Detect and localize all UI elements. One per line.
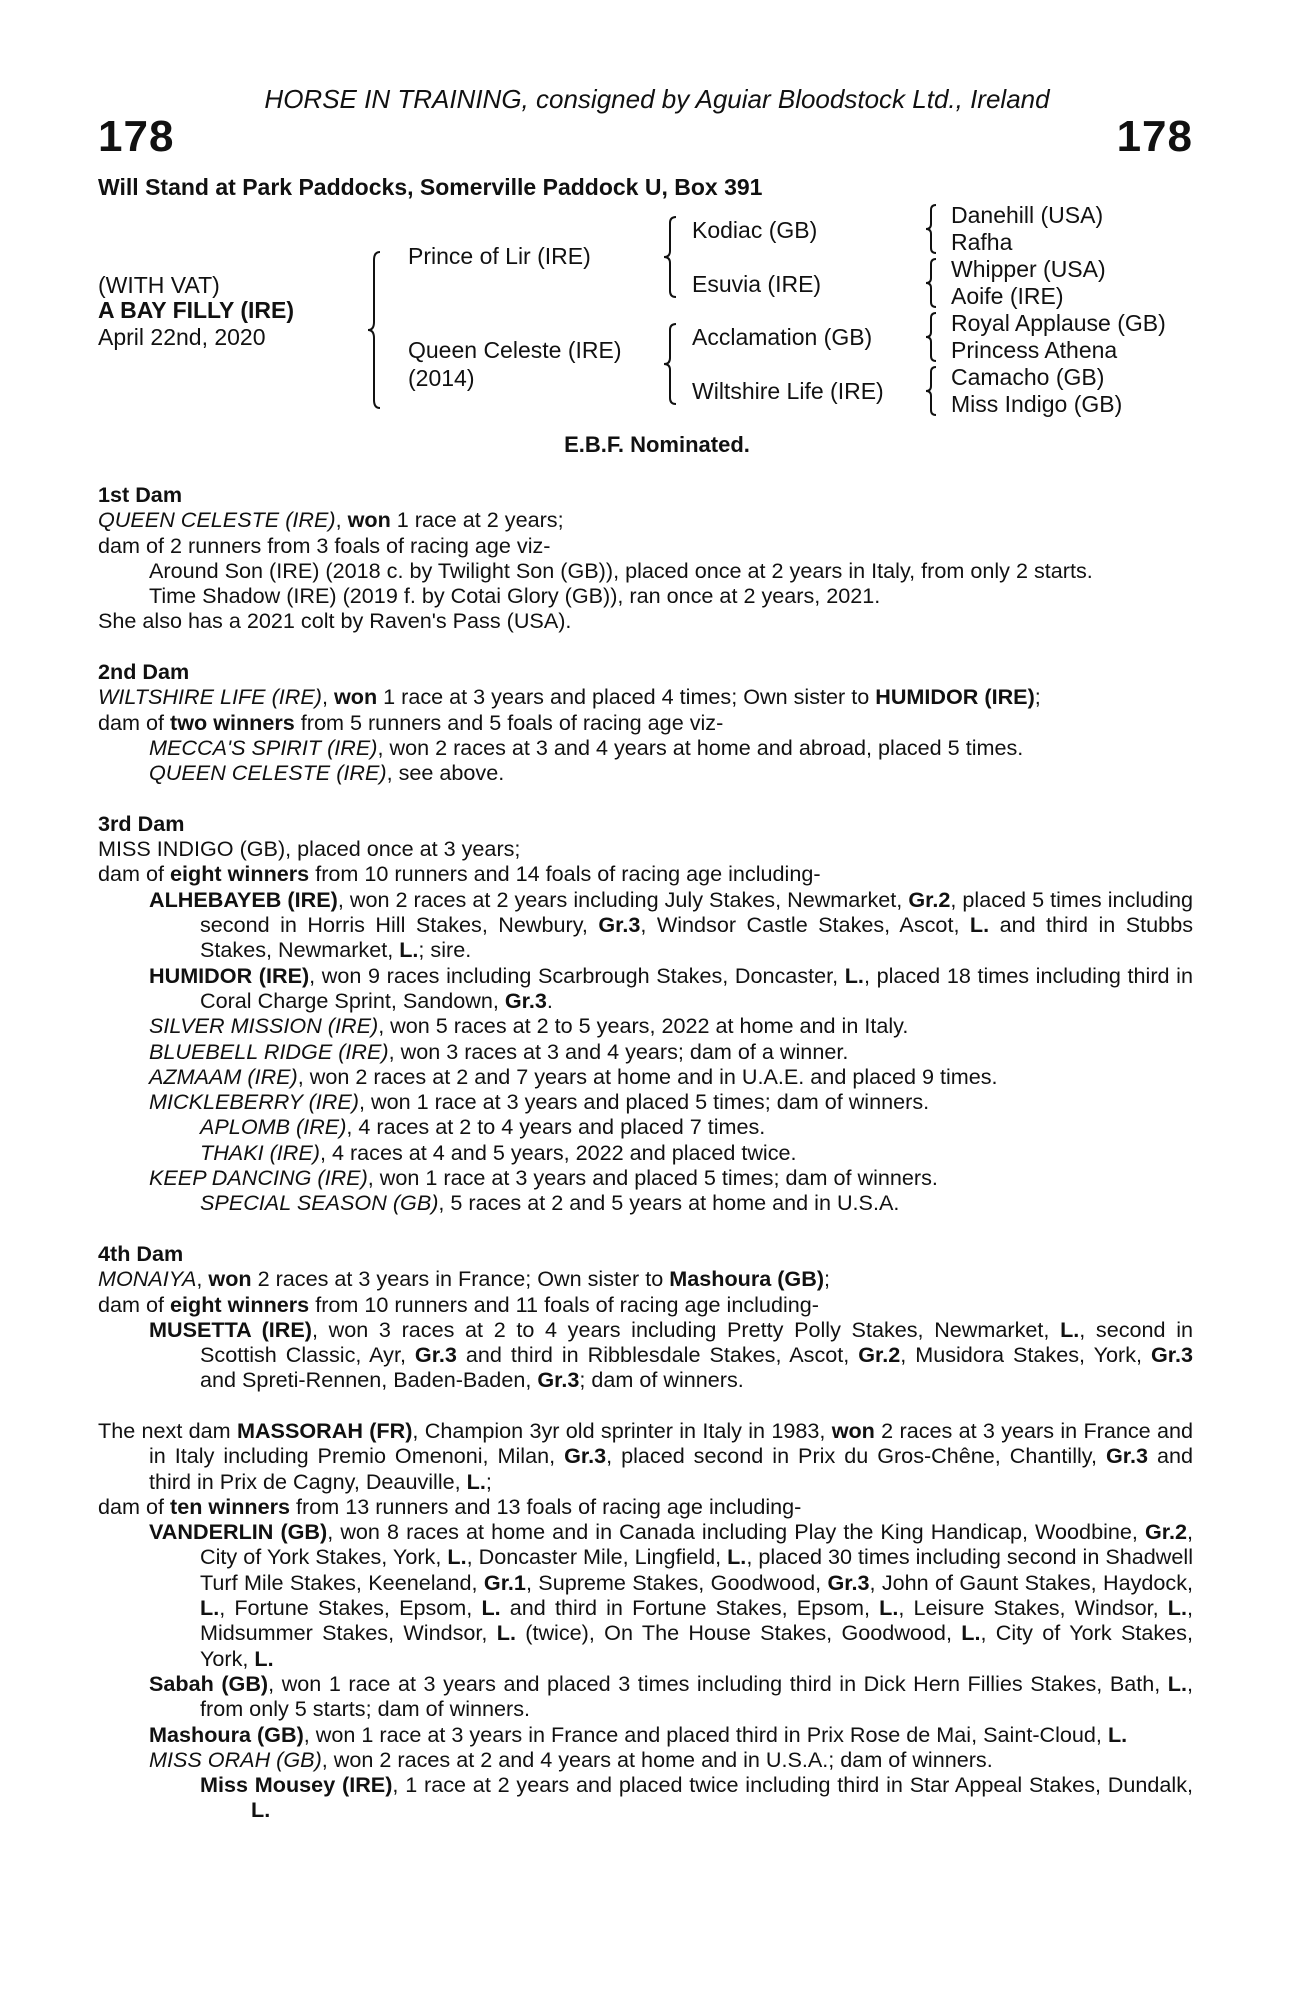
text: , won 1 race at 3 years and placed 5 times; dam of winners.: [367, 1165, 938, 1191]
text: from 13 runners and 13 foals of racing age including-: [290, 1493, 802, 1519]
dam-section: [98, 1241, 1193, 1393]
bold-text: L.: [1107, 1721, 1128, 1747]
pedigree-brace: [664, 215, 682, 299]
bold-text: Gr.3: [504, 987, 547, 1013]
italic-text: WILTSHIRE LIFE (IRE): [98, 684, 322, 710]
dam-section: [98, 1418, 1193, 1823]
bold-text: Sabah (GB): [149, 1670, 269, 1696]
bold-text: L.: [254, 1645, 274, 1671]
bold-text: Gr.3: [1150, 1342, 1193, 1368]
stand-location: Will Stand at Park Paddocks, Somerville Paddock U, Box 391: [98, 174, 763, 200]
ancestor: Miss Indigo (GB): [951, 391, 1123, 417]
text: from 5 runners and 5 foals of racing age viz-: [294, 709, 724, 735]
granddam-sire: Esuvia (IRE): [692, 271, 822, 297]
text: ;: [1034, 684, 1041, 710]
text: from 10 runners and 11 foals of racing age including-: [309, 1291, 819, 1317]
bold-text: won: [208, 1266, 252, 1292]
pedigree-entry: [98, 1317, 1193, 1393]
bold-text: L.: [844, 962, 864, 988]
text: , Musidora Stakes, York,: [900, 1342, 1151, 1368]
text: and third in Stubbs Stakes, Newmarket,: [200, 912, 1193, 963]
bold-text: MASSORAH (FR): [236, 1417, 413, 1443]
bold-text: Gr.3: [1105, 1443, 1148, 1469]
text: ,: [196, 1266, 209, 1292]
text: dam of 2 runners from 3 foals of racing age viz-: [98, 532, 551, 558]
italic-text: SILVER MISSION (IRE): [149, 1013, 379, 1039]
ancestor: Aoife (IRE): [951, 283, 1064, 309]
pedigree-entry: [98, 1114, 1193, 1139]
bold-text: L.: [496, 1620, 516, 1646]
ebf-nominated: E.B.F. Nominated.: [564, 432, 750, 457]
text: , won 2 races at 2 and 7 years at home and in U.A.E. and placed 9 times.: [297, 1063, 998, 1089]
pedigree-entry: [98, 1494, 1193, 1519]
ancestor: Rafha: [951, 229, 1013, 255]
bold-text: Gr.3: [564, 1443, 607, 1469]
consignment-heading: HORSE IN TRAINING, consigned by Aguiar Bloodstock Ltd., Ireland: [264, 84, 1050, 114]
text: , Windsor Castle Stakes, Ascot,: [640, 912, 970, 938]
pedigree-entry: [98, 1722, 1193, 1747]
lot-number-right: 178: [1116, 112, 1193, 161]
text: ,: [335, 507, 348, 533]
bold-text: won: [333, 684, 378, 710]
italic-text: THAKI (IRE): [200, 1139, 320, 1165]
text: 1 race at 3 years and placed 4 times; Own sister to: [377, 684, 876, 710]
pedigree-entry: [98, 710, 1193, 735]
pedigree-entry: [98, 684, 1193, 709]
dam-section: [98, 811, 1193, 1216]
text: , won 1 race at 3 years and placed 5 times; dam of winners.: [358, 1089, 930, 1115]
pedigree-entry: [98, 887, 1193, 963]
bold-text: L.: [251, 1797, 271, 1823]
italic-text: QUEEN CELESTE (IRE): [98, 507, 336, 533]
text: , City of York Stakes, York,: [200, 1519, 1194, 1570]
text: , won 2 races at 2 and 4 years at home and in U.S.A.; dam of winners.: [321, 1746, 993, 1772]
pedigree-entry: [98, 507, 1193, 532]
pedigree-entry: [98, 1292, 1193, 1317]
text: , 5 races at 2 and 5 years at home and in U.S.A.: [438, 1190, 900, 1216]
pedigree-entry: [98, 963, 1193, 1014]
pedigree-entry: [98, 836, 1193, 861]
ancestor: Whipper (USA): [951, 256, 1106, 282]
pedigree-entry: [98, 1064, 1193, 1089]
dam-year: (2014): [408, 365, 475, 391]
pedigree-entry: [98, 861, 1193, 886]
bold-text: Gr.3: [537, 1367, 580, 1393]
text: and third in Ribblesdale Stakes, Ascot,: [456, 1342, 859, 1368]
bold-text: won: [347, 507, 391, 533]
bold-text: L.: [200, 1595, 220, 1621]
bold-text: ALHEBAYEB (IRE): [149, 886, 338, 912]
bold-text: HUMIDOR (IRE): [875, 684, 1035, 710]
sire: Prince of Lir (IRE): [408, 243, 591, 269]
bold-text: L.: [466, 1468, 486, 1494]
italic-text: QUEEN CELESTE (IRE): [149, 760, 387, 786]
text: MISS INDIGO (GB), placed once at 3 years;: [98, 836, 521, 862]
text: , City of York Stakes, York,: [200, 1620, 1193, 1671]
bold-text: two winners: [170, 709, 295, 735]
pedigree-entry: [98, 1089, 1193, 1114]
horse-name: A BAY FILLY (IRE): [98, 297, 294, 323]
text: (twice), On The House Stakes, Goodwood,: [515, 1620, 962, 1646]
text: ,: [321, 684, 334, 710]
pedigree-brace: [664, 322, 682, 406]
dam-section: [98, 659, 1193, 785]
text: , Leisure Stakes, Windsor,: [898, 1595, 1168, 1621]
text: , won 1 race at 3 years and placed 3 times including third in Dick Hern Fillies Stakes, Bath,: [268, 1670, 1168, 1696]
pedigree-entry: [98, 1266, 1193, 1291]
bold-text: Gr.1: [483, 1569, 526, 1595]
text: Time Shadow (IRE) (2019 f. by Cotai Glory (GB)), ran once at 2 years, 2021.: [149, 583, 881, 609]
granddam-dam: Wiltshire Life (IRE): [692, 378, 884, 404]
section-title: 3rd Dam: [98, 810, 185, 836]
pedigree-entry: [98, 1747, 1193, 1772]
dam: Queen Celeste (IRE): [408, 337, 622, 363]
pedigree-brace: [368, 250, 388, 410]
pedigree-entry: [98, 1671, 1193, 1722]
text: , 4 races at 4 and 5 years, 2022 and placed twice.: [319, 1139, 797, 1165]
grandsire-sire: Kodiac (GB): [692, 217, 818, 243]
vat-note: (WITH VAT): [98, 272, 220, 298]
text: ; dam of winners.: [579, 1367, 744, 1393]
text: , placed 30 times including second in Shadwell Turf Mile Stakes, Keeneland,: [200, 1544, 1193, 1595]
text: , Midsummer Stakes, Windsor,: [200, 1595, 1193, 1646]
text: , won 9 races including Scarbrough Stakes, Doncaster,: [309, 962, 845, 988]
text: and Spreti-Rennen, Baden-Baden,: [200, 1367, 538, 1393]
pedigree-entry: [98, 1772, 1193, 1823]
bold-text: eight winners: [170, 861, 310, 887]
pedigree-entry: [98, 1140, 1193, 1165]
ancestor: Royal Applause (GB): [951, 310, 1166, 336]
text: Around Son (IRE) (2018 c. by Twilight Son (GB)), placed once at 2 years in Italy, from only 2 starts.: [149, 557, 1093, 583]
italic-text: MISS ORAH (GB): [149, 1746, 322, 1772]
bold-text: L.: [447, 1544, 467, 1570]
text: The next dam: [98, 1417, 237, 1443]
italic-text: KEEP DANCING (IRE): [149, 1165, 368, 1191]
bold-text: Gr.3: [414, 1342, 457, 1368]
bold-text: L.: [1060, 1316, 1080, 1342]
text: ; sire.: [418, 937, 472, 963]
text: , Supreme Stakes, Goodwood,: [525, 1569, 828, 1595]
text: , won 8 races at home and in Canada including Play the King Handicap, Woodbine,: [327, 1519, 1145, 1545]
bold-text: Gr.2: [1144, 1519, 1188, 1545]
italic-text: MICKLEBERRY (IRE): [149, 1089, 359, 1115]
text: , won 2 races at 3 and 4 years at home and abroad, placed 5 times.: [377, 734, 1024, 760]
text: , second in Scottish Classic, Ayr,: [200, 1316, 1194, 1368]
text: , 4 races at 2 to 4 years and placed 7 times.: [346, 1114, 766, 1140]
bold-text: Gr.2: [908, 886, 951, 912]
bold-text: won: [831, 1417, 875, 1443]
pedigree-entry: [98, 558, 1193, 583]
bold-text: VANDERLIN (GB): [149, 1519, 328, 1545]
pedigree-brace: [925, 365, 941, 417]
pedigree-brace: [925, 257, 941, 309]
ancestor: Princess Athena: [951, 337, 1118, 363]
text: , won 3 races at 2 to 4 years including Pretty Polly Stakes, Newmarket,: [312, 1316, 1061, 1342]
dam-section: [98, 482, 1193, 634]
italic-text: BLUEBELL RIDGE (IRE): [149, 1038, 389, 1064]
text: dam of: [98, 709, 171, 735]
text: , won 1 race at 3 years in France and placed third in Prix Rose de Mai, Saint-Cloud,: [303, 1721, 1108, 1747]
text: and third in Prix de Cagny, Deauville,: [149, 1443, 1193, 1494]
pedigree-brace: [925, 203, 941, 255]
section-title: 4th Dam: [98, 1240, 184, 1266]
text: , placed 5 times including second in Horris Hill Stakes, Newbury,: [200, 886, 1194, 938]
bold-text: L.: [961, 1620, 981, 1646]
bold-text: Mashoura (GB): [149, 1721, 304, 1747]
text: and third in Fortune Stakes, Epsom,: [500, 1595, 880, 1621]
text: dam of: [98, 1493, 171, 1519]
text: 2 races at 3 years in France; Own sister to: [251, 1266, 670, 1292]
text: , Champion 3yr old sprinter in Italy in 1983,: [412, 1417, 832, 1443]
text: , won 2 races at 2 years including July Stakes, Newmarket,: [337, 886, 909, 912]
italic-text: MECCA'S SPIRIT (IRE): [149, 734, 378, 760]
ancestor: Camacho (GB): [951, 364, 1105, 390]
bold-text: L.: [969, 912, 990, 938]
text: , 1 race at 2 years and placed twice including third in Star Appeal Stakes, Dundalk,: [392, 1772, 1194, 1798]
bold-text: Mashoura (GB): [669, 1266, 825, 1292]
pedigree-entry: [98, 1013, 1193, 1038]
section-title: 2nd Dam: [98, 659, 190, 685]
bold-text: L.: [1167, 1670, 1187, 1696]
text: , John of Gaunt Stakes, Haydock,: [869, 1569, 1193, 1595]
pedigree-entry: [98, 1165, 1193, 1190]
text: , Fortune Stakes, Epsom,: [219, 1595, 482, 1621]
text: ;: [485, 1468, 492, 1494]
bold-text: Gr.2: [858, 1342, 901, 1368]
lot-number-left: 178: [98, 112, 175, 161]
text: .: [546, 987, 553, 1013]
text: 2 races at 3 years in France and in Italy including Premio Omenoni, Milan,: [149, 1417, 1194, 1469]
bold-text: L.: [879, 1595, 899, 1621]
text: She also has a 2021 colt by Raven's Pass (USA).: [98, 608, 572, 634]
pedigree-entry: [98, 1519, 1193, 1671]
section-title: 1st Dam: [98, 482, 183, 507]
bold-text: HUMIDOR (IRE): [149, 962, 310, 988]
bold-text: L.: [1167, 1595, 1187, 1621]
bold-text: ten winners: [170, 1493, 291, 1519]
produce-record: [98, 482, 1193, 1848]
pedigree-brace: [925, 311, 941, 363]
text: , won 3 races at 3 and 4 years; dam of a winner.: [388, 1038, 849, 1064]
pedigree-entry: [98, 533, 1193, 558]
pedigree-entry: [98, 1039, 1193, 1064]
italic-text: MONAIYA: [98, 1266, 197, 1292]
italic-text: AZMAAM (IRE): [149, 1063, 298, 1089]
bold-text: Gr.3: [827, 1569, 870, 1595]
bold-text: L.: [727, 1544, 747, 1570]
text: from 10 runners and 14 foals of racing age including-: [309, 861, 821, 887]
text: dam of: [98, 861, 171, 887]
bold-text: MUSETTA (IRE): [149, 1316, 312, 1342]
italic-text: SPECIAL SEASON (GB): [200, 1190, 439, 1216]
pedigree-entry: [98, 1418, 1193, 1494]
text: dam of: [98, 1291, 171, 1317]
ancestor: Danehill (USA): [951, 202, 1104, 228]
text: , placed second in Prix du Gros-Chêne, Chantilly,: [606, 1443, 1106, 1469]
text: , won 5 races at 2 to 5 years, 2022 at home and in Italy.: [378, 1013, 909, 1039]
bold-text: L.: [399, 937, 419, 963]
pedigree-entry: [98, 760, 1193, 785]
bold-text: Gr.3: [598, 912, 641, 938]
foaling-date: April 22nd, 2020: [98, 324, 266, 350]
bold-text: Miss Mousey (IRE): [200, 1772, 393, 1798]
italic-text: APLOMB (IRE): [200, 1114, 347, 1140]
text: ;: [824, 1266, 831, 1292]
pedigree-entry: [98, 735, 1193, 760]
bold-text: eight winners: [170, 1291, 310, 1317]
text: , see above.: [386, 760, 505, 786]
grandsire-dam: Acclamation (GB): [692, 324, 873, 350]
text: 1 race at 2 years;: [390, 507, 564, 533]
pedigree-entry: [98, 1190, 1193, 1215]
text: , Doncaster Mile, Lingfield,: [466, 1544, 728, 1570]
pedigree-entry: [98, 608, 1193, 633]
text: , placed 18 times including third in Coral Charge Sprint, Sandown,: [200, 962, 1193, 1013]
pedigree-entry: [98, 583, 1193, 608]
bold-text: L.: [481, 1595, 501, 1621]
text: , from only 5 starts; dam of winners.: [200, 1670, 1193, 1722]
